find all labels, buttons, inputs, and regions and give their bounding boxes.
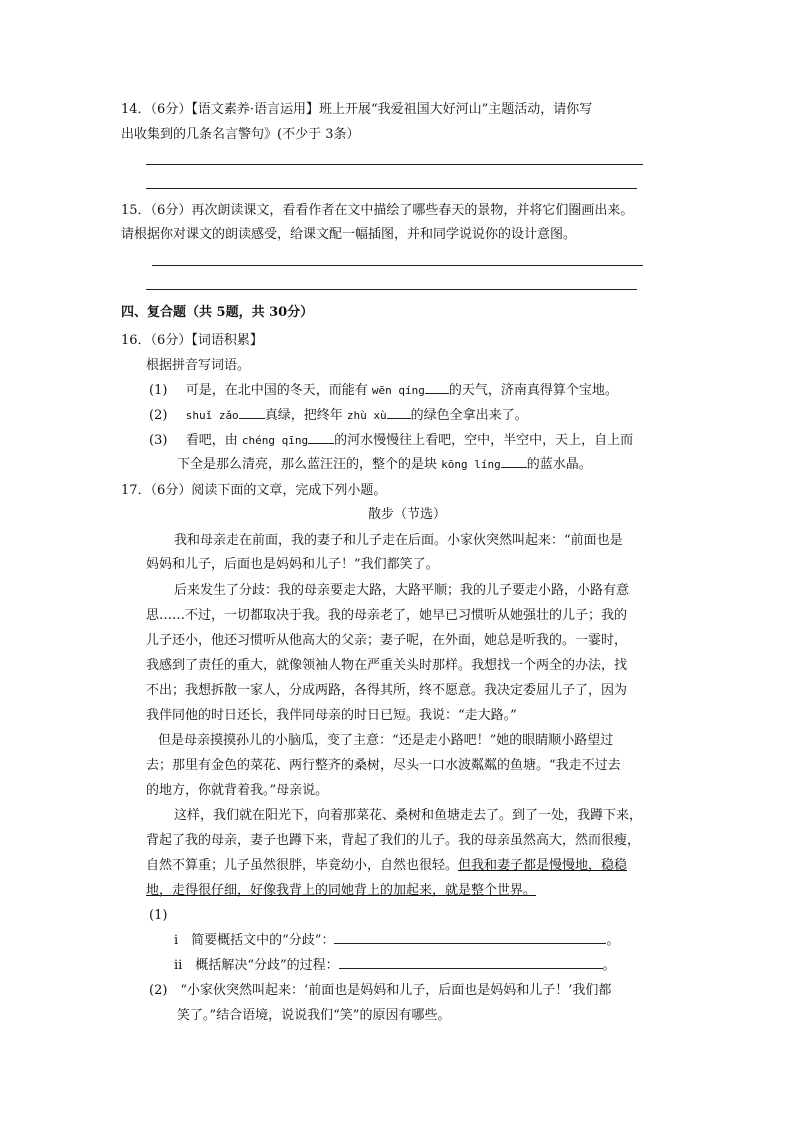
passage-line: 背起了我的母亲，妻子也蹲下来，背起了我们的儿子。我的母亲虽然高大，然而很瘦， (146, 833, 641, 848)
pinyin-hint: chéng qīng (241, 434, 309, 447)
q14-answer-line-2 (146, 188, 637, 189)
item-number: (2) (149, 408, 168, 423)
passage-line: 去；那里有金色的菜花、两行整齐的桑树，尽头一口水波粼粼的鱼塘。“我走不过去 (146, 758, 621, 773)
answer-blank[interactable] (425, 381, 449, 394)
pinyin-hint: zhù xù (346, 409, 387, 422)
q16-item-1: (1) 可是，在北中国的冬天，而能有 wēn qíng 的天气，济南真得算个宝地。 (149, 383, 618, 398)
q16-item-2: (2) shuǐ zǎo 真绿，把终年 zhù xù 的绿色全拿出来了。 (149, 408, 528, 423)
q17-header: 17．（6分）阅读下面的文章，完成下列小题。 (121, 483, 387, 498)
underlined-sentence: 但我和妻子都是慢慢地，稳稳 (458, 858, 628, 873)
sub-question-1-i: i 简要概括文中的“分歧”： 。 (174, 933, 620, 948)
answer-blank[interactable] (334, 931, 606, 944)
q15-line1: 15．（6分）再次朗读课文，看看作者在文中描绘了哪些春天的景物，并将它们圈画出来。 (121, 203, 634, 218)
passage-line: 思……不过，一切都取决于我。我的母亲老了，她早已习惯听从她强壮的儿子；我的 (146, 608, 628, 623)
q15-line2: 请根据你对课文的朗读感受，给课文配一幅插图，并和同学说说你的设计意图。 (121, 227, 577, 242)
passage-line: 我感到了责任的重大，就像领袖人物在严重关头时那样。我想找一个两全的办法，找 (146, 658, 628, 673)
q15-answer-line-1 (152, 265, 643, 266)
passage-line: 我伴同他的时日还长，我伴同母亲的时日已短。我说：“走大路。” (146, 708, 517, 723)
q14-line2: 出收集到的几条名言警句》(不少于 3条） (121, 127, 360, 142)
sub-question-1-ii: ii 概括解决“分歧”的过程： 。 (174, 958, 616, 973)
pinyin-hint: shuǐ zǎo (185, 409, 239, 422)
passage-line: 的地方，你就背着我。”母亲说。 (146, 783, 329, 798)
item-number: (1) (149, 383, 168, 398)
passage-title: 散步（节选） (368, 507, 447, 522)
passage-line: 妈妈和儿子，后面也是妈妈和儿子！”我们都笑了。 (146, 557, 439, 572)
pinyin-hint: wēn qíng (371, 384, 425, 397)
answer-blank[interactable] (501, 455, 527, 468)
q15-answer-line-2 (146, 289, 637, 290)
q16-instruction: 根据拼音写词语。 (146, 358, 251, 373)
q14-line1: 14．（6分）【语文素养·语言运用】班上开展“我爱祖国大好河山”主题活动，请你写 (121, 102, 593, 117)
pinyin-hint: kōng líng (441, 458, 501, 471)
passage-line: 这样，我们就在阳光下，向着那菜花、桑树和鱼塘走去了。到了一处，我蹲下来， (174, 808, 643, 823)
sub-question-2-line2: 笑了。”结合语境，说说我们“笑”的原因有哪些。 (177, 1008, 451, 1023)
passage-line: 后来发生了分歧：我的母亲要走大路，大路平顺；我的儿子要走小路，小路有意 (174, 583, 630, 598)
q16-item-3-cont: 下全是那么清亮，那么蓝汪汪的，整个的是块 kōng líng 的蓝水晶。 (177, 457, 592, 472)
underlined-sentence-cont: 地，走得很仔细，好像我背上的同她背上的加起来，就是整个世界。 (146, 883, 537, 898)
passage-line: 儿子还小，他还习惯听从他高大的父亲；妻子呢，在外面，她总是听我的。一霎时， (146, 633, 628, 648)
item-number: (3) (149, 433, 168, 448)
section-heading: 四、复合题（共 5题，共 30分） (121, 305, 314, 320)
passage-line: 但是母亲摸摸孙儿的小脑瓜，变了主意：“还是走小路吧！”她的眼睛顺小路望过 (158, 733, 614, 748)
answer-blank[interactable] (387, 406, 411, 419)
sub-question-1-number: (1) (149, 908, 168, 923)
sub-question-2-line1: (2) “小家伙突然叫起来：‘前面也是妈妈和儿子，后面也是妈妈和儿子！’我们都 (149, 983, 612, 998)
answer-blank[interactable] (308, 431, 334, 444)
passage-line: 自然不算重；儿子虽然很胖，毕竟幼小，自然也很轻。但我和妻子都是慢慢地，稳稳 (146, 858, 628, 873)
passage-line: 我和母亲走在前面，我的妻子和儿子走在后面。小家伙突然叫起来：“前面也是 (174, 533, 623, 548)
q14-answer-line-1 (146, 164, 643, 165)
passage-line: 不出；我想拆散一家人，分成两路，各得其所，终不愿意。我决定委屈儿子了，因为 (146, 683, 628, 698)
q16-header: 16．（6分）【词语积累】 (121, 333, 263, 348)
answer-blank[interactable] (239, 406, 265, 419)
answer-blank[interactable] (339, 956, 603, 969)
q16-item-3: (3) 看吧，由 chéng qīng 的河水慢慢往上看吧，空中，半空中，天上，自上而 (149, 433, 634, 448)
